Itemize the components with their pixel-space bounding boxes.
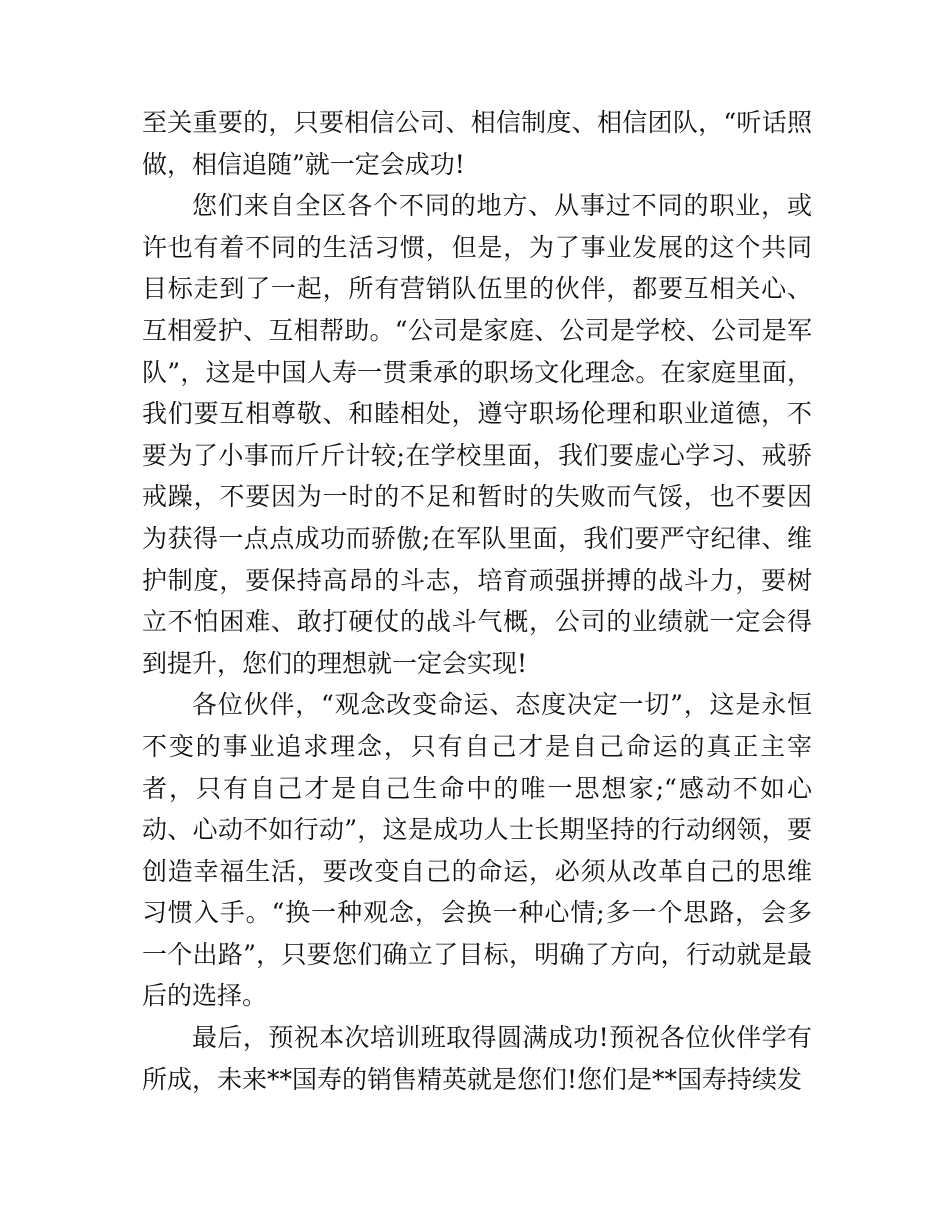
paragraph-3: 各位伙伴，“观念改变命运、态度决定一切”，这是永恒不变的事业追求理念，只有自己才是自己命运的真正主宰者，只有自己才是自己生命中的唯一思想家;“感动不如心动、心动不如行动”，这是成功人士长期坚持的行动纲领，要创造幸福生活，要改变自己的命运，必须从改革自己的思维习惯入手。“换一种观念，会换一种心情;多一个思路，会多一个出路”，只要您们确立了目标，明确了方向，行动就是最后的选择。 <box>142 690 812 1011</box>
paragraph-4: 最后，预祝本次培训班取得圆满成功!预祝各位伙伴学有所成，未来**国寿的销售精英就是您们!您们是**国寿持续发 <box>142 1023 812 1094</box>
document-body <box>142 102 812 1100</box>
paragraph-1: 至关重要的，只要相信公司、相信制度、相信团队，“听话照做，相信追随”就一定会成功! <box>142 108 812 179</box>
paragraph-2: 您们来自全区各个不同的地方、从事过不同的职业，或许也有着不同的生活习惯，但是，为了事业发展的这个共同目标走到了一起，所有营销队伍里的伙伴，都要互相关心、互相爱护、互相帮助。“公司是家庭、公司是学校、公司是军队”，这是中国人寿一贯秉承的职场文化理念。在家庭里面，我们要互相尊敬、和睦相处，遵守职场伦理和职业道德，不要为了小事而斤斤计较;在学校里面，我们要虚心学习、戒骄戒躁，不要因为一时的不足和暂时的失败而气馁，也不要因为获得一点点成功而骄傲;在军队里面，我们要严守纪律、维护制度，要保持高昂的斗志，培育顽强拼搏的战斗力，要树立不怕困难、敢打硬仗的战斗气概，公司的业绩就一定会得到提升，您们的理想就一定会实现! <box>142 191 812 678</box>
